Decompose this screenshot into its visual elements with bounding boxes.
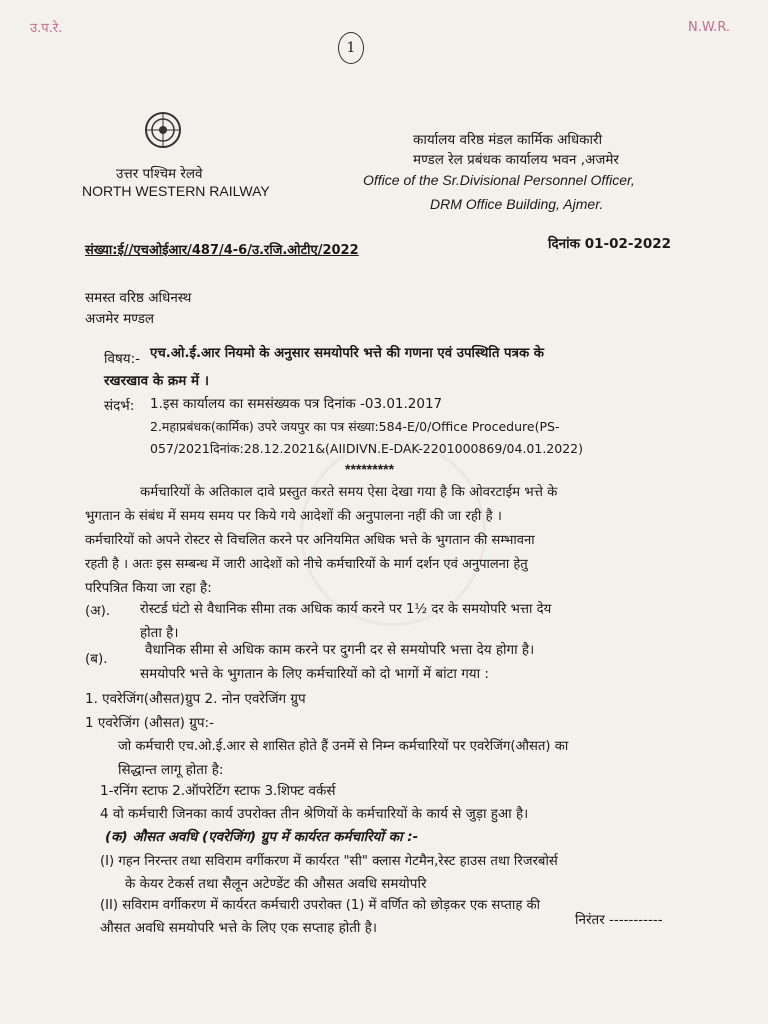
item-a-label: (अ).: [85, 603, 111, 619]
item-b-line1: वैधानिक सीमा से अधिक काम करने पर दुगनी दर से समयोपरि भत्ता देय होगा है।: [145, 642, 535, 658]
ka-heading: (क) औसत अवधि (एवरेजिंग) ग्रुप में कार्यरत कर्मचारियों का :-: [105, 829, 419, 845]
reference-item2-line1: 2.महाप्रबंधक(कार्मिक) उपरे जयपुर का पत्र संख्या:584-E/0/Office Procedure(PS-: [150, 419, 560, 434]
reference-item1: 1.इस कार्यालय का समसंख्यक पत्र दिनांक -03.01.2017: [150, 396, 443, 412]
body-p1-line4: रहती है । अतः इस सम्बन्ध में जारी आदेशों को नीचे कर्मचारियों के मार्ग दर्शन एवं अनुपालना हेतु: [85, 557, 528, 572]
letter-date: दिनांक 01-02-2022: [548, 236, 672, 252]
office-english-line2: DRM Office Building, Ajmer.: [430, 196, 604, 212]
item-a-line1: रोस्टर्ड घंटो से वैधानिक सीमा तक अधिक कार्य करने पर 1½ दर के समयोपरि भत्ता देय: [140, 602, 552, 617]
body-p1-line3: कर्मचारियों को अपने रोस्टर से विचलित करने पर अनियमित अधिक भत्ते के भुगतान की सम्भावना: [85, 533, 535, 548]
group1-heading: 1 एवरेजिंग (औसत) ग्रुप:-: [85, 715, 214, 731]
item-a-line2: होता है।: [140, 625, 179, 641]
railway-name-english: NORTH WESTERN RAILWAY: [82, 183, 270, 199]
office-hindi-line1: कार्यालय वरिष्ठ मंडल कार्मिक अधिकारी: [413, 132, 603, 148]
item-ii-line1: (II) सविराम वर्गीकरण में कार्यरत कर्मचारी उपरोक्त (1) में वर्णित को छोड़कर एक सप्ताह की: [100, 898, 541, 913]
item-ii-line2: औसत अवधि समयोपरि भत्ते के लिए एक सप्ताह होती है।: [100, 920, 378, 936]
reference-label: संदर्भ:: [104, 398, 135, 414]
staff-item4: 4 वो कर्मचारी जिनका कार्य उपरोक्त तीन श्रेणियों के कर्मचारियों के कार्य से जुड़ा हुआ है।: [100, 806, 529, 822]
addressee-line2: अजमेर मण्डल: [85, 311, 155, 327]
railway-emblem-icon: [143, 110, 183, 150]
body-p2: समयोपरि भत्ते के भुगतान के लिए कर्मचारियों को दो भागों में बांटा गया :: [140, 666, 489, 682]
corner-mark-left: उ.प.रे.: [30, 21, 63, 36]
addressee-line1: समस्त वरिष्ठ अधिनस्थ: [85, 290, 192, 306]
item-i-line2: के केयर टेकर्स तथा सैलून अटेण्डेंट की औसत अवधि समयोपरि: [125, 876, 427, 892]
office-english-line1: Office of the Sr.Divisional Personnel Officer,: [363, 172, 635, 188]
item-i-line1: (I) गहन निरन्तर तथा सविराम वर्गीकरण में कार्यरत "सी" क्लास गेटमैन,रेस्ट हाउस तथा रिजरबोर्स: [100, 854, 558, 869]
page-number: 1: [338, 32, 364, 64]
separator: *********: [345, 461, 395, 477]
subject-line2: रखरखाव के क्रम में ।: [104, 373, 209, 389]
body-p1-line5: परिपत्रित किया जा रहा है:: [85, 580, 212, 596]
reference-item2-line2: 057/2021दिनांक:28.12.2021&(AIIDIVN.E-DAK-2201000869/04.01.2022): [150, 441, 583, 456]
staff-list: 1-रनिंग स्टाफ 2.ऑपरेटिंग स्टाफ 3.शिफ्ट वर्कर्स: [100, 783, 336, 799]
body-p1-line2: भुगतान के संबंध में समय समय पर किये गये आदेशों की अनुपालना नहीं की जा रही है ।: [85, 509, 502, 524]
item-b-label: (ब).: [85, 651, 108, 667]
group1-line2: सिद्धान्त लागू होता है:: [118, 762, 224, 778]
corner-mark-right: N.W.R.: [688, 20, 731, 35]
office-hindi-line2: मण्डल रेल प्रबंधक कार्यालय भवन ,अजमेर: [413, 152, 619, 168]
railway-name-hindi: उत्तर पश्चिम रेलवे: [116, 166, 203, 182]
continued-note: निरंतर -----------: [575, 912, 663, 928]
body-p1-line1: कर्मचारियों के अतिकाल दावे प्रस्तुत करते समय ऐसा देखा गया है कि ओवरटाईम भत्ते के: [140, 485, 558, 500]
groups-list: 1. एवरेजिंग(औसत)ग्रुप 2. नोन एवरेजिंग ग्रुप: [85, 691, 306, 707]
group1-line1: जो कर्मचारी एच.ओ.ई.आर से शासित होते हैं उनमें से निम्न कर्मचारियों पर एवरेजिंग(औसत) का: [118, 739, 569, 754]
subject-label: विषय:-: [104, 351, 141, 367]
subject-line1: एच.ओ.ई.आर नियमो के अनुसार समयोपरि भत्ते की गणना एवं उपस्थिति पत्रक के: [150, 346, 545, 361]
reference-number: संख्या:ई//एचओईआर/487/4-6/उ.रजि.ओटीए/2022: [85, 243, 359, 258]
